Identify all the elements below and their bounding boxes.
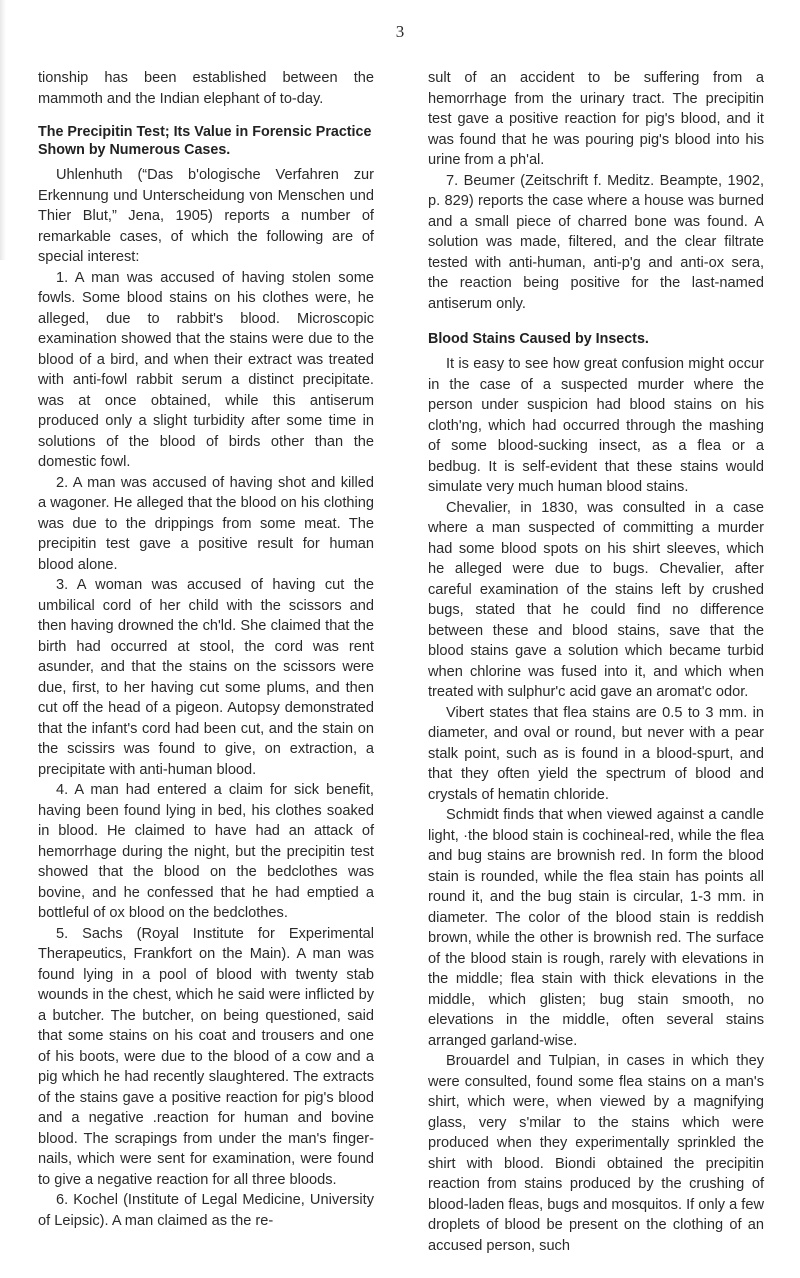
section-heading-insects: Blood Stains Caused by Insects. xyxy=(428,331,649,347)
case-7: 7. Beumer (Zeitschrift f. Meditz. Beampte, 1902, p. 829) reports the case where a house was burned and a small piece of charred bone was found. A solution was made, filtered, and the clear filtrate tested with anti-human, anti-p'g and anti-ox sera, the reaction being positive for the last-named antiserum only. xyxy=(428,172,764,312)
left-column xyxy=(38,68,374,1231)
case-3: 3. A woman was accused of having cut the umbilical cord of her child with the scissors and then having drowned the ch'ld. She claimed that the birth had occurred at stool, the cord was rent asunder, and that the stains on the scissors were due, first, to her having cut some plums, and then cut off the head of a pigeon. Autopsy demonstrated that the infant's cord had been cut, and the stain on the scissirs was found to give, on extraction, a precipitate with anti-human blood. xyxy=(38,577,374,778)
paragraph-schmidt: Schmidt finds that when viewed against a candle light, ·the blood stain is cochineal-red, while the flea and bug stains are brownish red. In form the blood stain is rounded, while the flea stain has points all round it, and the bug stain is circular, 1-3 mm. in diameter. The color of the blood stain is reddish brown, while the other is brownish red. The surface of the blood stain is rough, rarely with elevations in the middle; flea stain with thick elevations in the middle, which glisten; bug stain smooth, no elevations in the middle, often several stains arranged garland-wise. xyxy=(428,807,764,1049)
right-column xyxy=(428,68,764,1256)
intro-paragraph: tionship has been established between the mammoth and the Indian elephant of to-day. xyxy=(38,70,374,107)
paragraph-uhlenhuth: Uhlenhuth (“Das b'ologische Verfahren zur Erkennung und Unterscheidung von Menschen und Thier Blut,” Jena, 1905) reports a number of remarkable cases, of which the following are of special interest: xyxy=(38,167,374,265)
case-6: 6. Kochel (Institute of Legal Medicine, University of Leipsic). A man claimed as the re- xyxy=(38,1192,374,1229)
page-number: 3 xyxy=(395,22,405,41)
case-6-continued: sult of an accident to be suffering from a hemorrhage from the urinary tract. The precipitin test gave a positive reaction for pig's blood, and it was found that he was pouring pig's blood into his urine from a ph'al. xyxy=(428,70,764,168)
section-heading-precipitin: The Precipitin Test; Its Value in Forensic Practice Shown by Numerous Cases. xyxy=(38,124,372,158)
paragraph-confusion: It is easy to see how great confusion might occur in the case of a suspected murder where the person under suspicion had blood stains on his cloth'ng, which had occurred through the mashing of some blood-sucking insect, as a flea or a bedbug. It is self-evident that these stains would simulate very much human blood stains. xyxy=(428,356,764,495)
paragraph-vibert: Vibert states that flea stains are 0.5 to 3 mm. in diameter, and oval or round, but never with a pear stalk point, such as is found in a blood-spurt, and that they often yield the spectrum of blood and crystals of hematin chloride. xyxy=(428,704,764,803)
paragraph-brouardel: Brouardel and Tulpian, in cases in which they were consulted, found some flea stains on a man's shirt, which were, when viewed by a magnifying glass, very s'milar to the stains which were produced when they experimentally sprinkled the shirt with blood. Biondi obtained the precipitin reaction from stains produced by the crushing of blood-laden fleas, bugs and mosquitos. If only a few droplets of blood be present on the clothing of an accused person, such xyxy=(428,1053,764,1254)
case-5: 5. Sachs (Royal Institute for Experimental Therapeutics, Frankfort on the Main). A man was found lying in a pool of blood with twenty stab wounds in the chest, which he said were inflicted by a butcher. The butcher, on being questioned, said that some stains on his coat and trousers and one of his boots, were due to the blood of a cow and a pig which he had recently slaughtered. The extracts of the stains gave a positive reaction for pig's blood and a negative .reaction for human and bovine blood. The scrapings from under the man's finger-nails, which were sent for examination, were found to give a negative reaction for all three bloods. xyxy=(38,925,374,1188)
paragraph-chevalier: Chevalier, in 1830, was consulted in a case where a man suspected of committing a murder had some blood spots on his shirt sleeves, which he alleged were due to bugs. Chevalier, after careful examination of the stains left by crushed bugs, stated that he could find no difference between these and blood stains, save that the blood stains gave a solution which became turbid when chlorine was fused into it, and which when treated with sulphur'c acid gave an aromat'c odor. xyxy=(428,499,764,700)
case-1: 1. A man was accused of having stolen some fowls. Some blood stains on his clothes were, he alleged, due to rabbit's blood. Microscopic examination showed that the stains were due to the blood of a bird, and when their extract was treated with anti-fowl rabbit serum a distinct precipitate. was at once obtained, while this antiserum produced only a slight turbidity after some time in solutions of the blood of birds other than the domestic fowl. xyxy=(38,269,374,470)
case-2: 2. A man was accused of having shot and killed a wagoner. He alleged that the blood on his clothing was due to the drippings from some meat. The precipitin test gave a positive result for human blood alone. xyxy=(38,474,374,573)
case-4: 4. A man had entered a claim for sick benefit, having been found lying in bed, his clothes soaked in blood. He claimed to have had an attack of hemorrhage during the night, but the precipitin test showed that the blood on the bedclothes was bovine, and he confessed that he had emptied a bottleful of ox blood on the bedclothes. xyxy=(38,782,374,921)
